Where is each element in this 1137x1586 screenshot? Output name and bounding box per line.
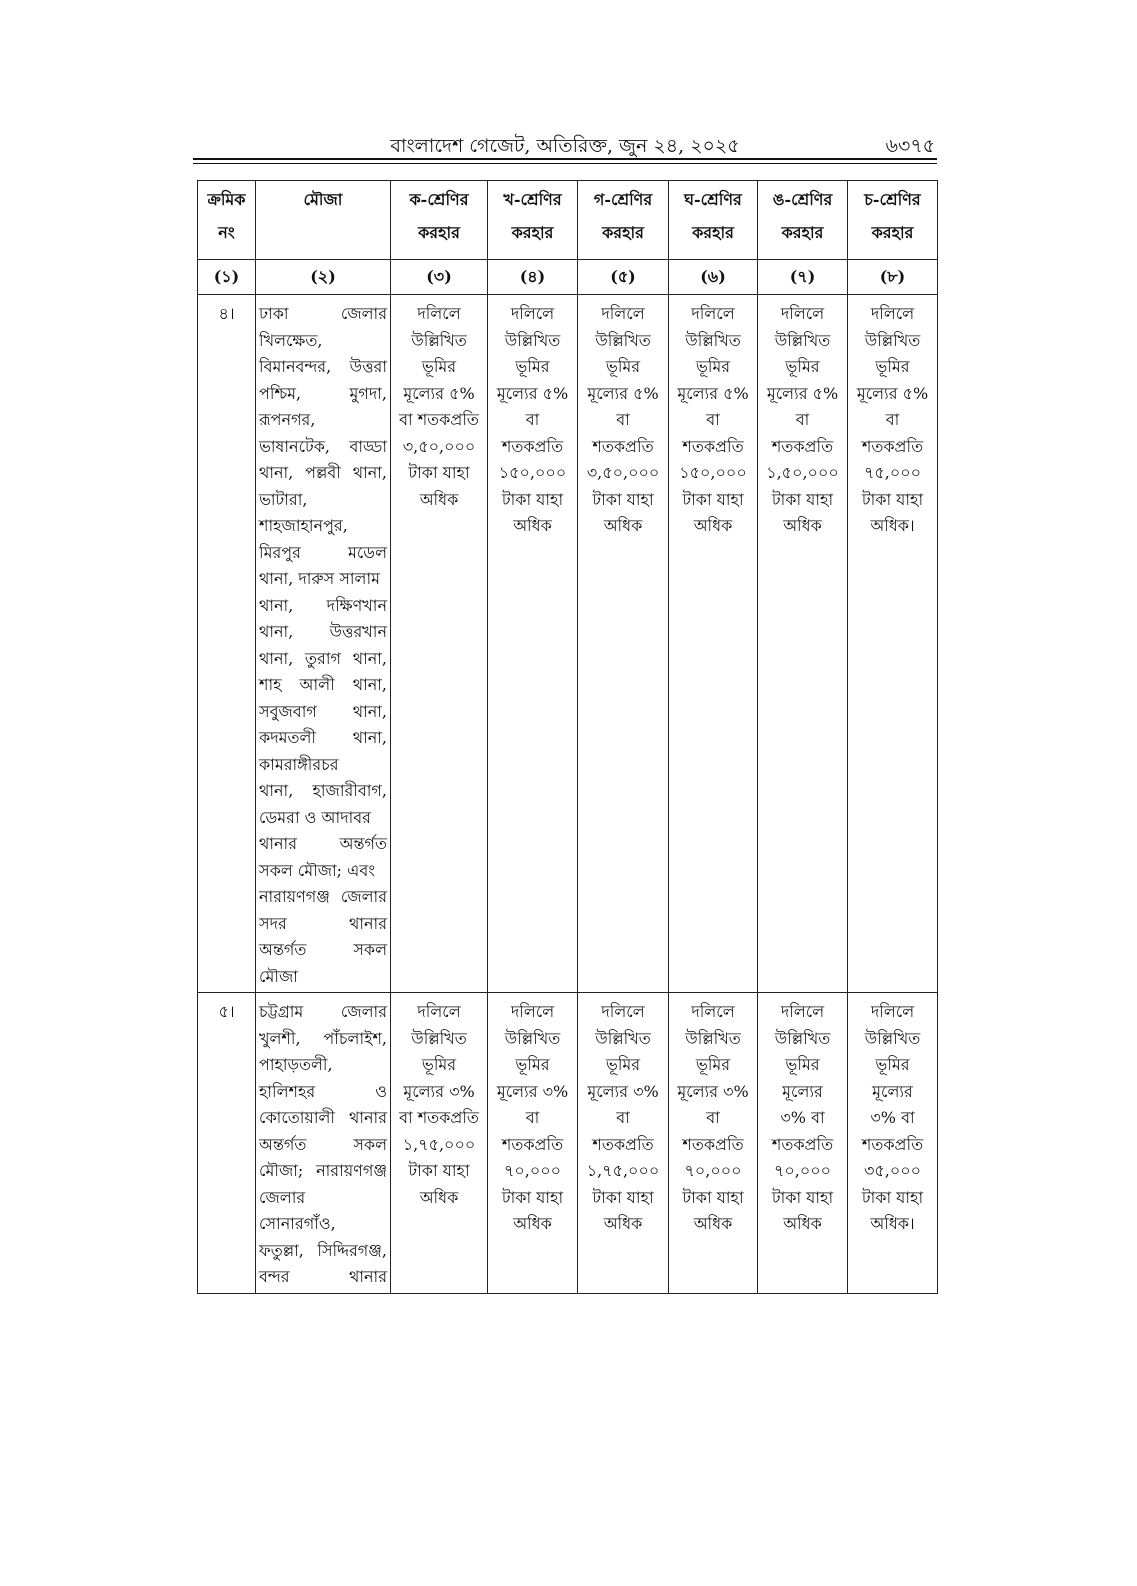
rate-line: দলিলে: [601, 1002, 645, 1021]
mouza-word: থানা,: [352, 648, 387, 668]
table-header-row: [198, 181, 938, 260]
rate-line: শতকপ্রতি: [501, 436, 564, 456]
rate-cell: [848, 295, 938, 993]
rate-line: মূল্যের ৩%: [587, 1081, 659, 1101]
mouza-word: আলী: [299, 675, 335, 694]
mouza-word: থানার: [349, 1267, 387, 1286]
rate-cell: [669, 295, 758, 993]
mouza-word: থানা,: [259, 781, 294, 800]
mouza-word: হালিশহর: [259, 1081, 316, 1101]
rate-cell: [488, 295, 578, 993]
mouza-cell: [256, 993, 391, 1294]
rate-line: মূল্যের ৫%: [403, 383, 475, 403]
rate-cell: [391, 295, 488, 993]
mouza-word: থানা,: [352, 728, 387, 747]
rate-line: উল্লিখিত: [864, 330, 921, 350]
mouza-line: ভাটারা,: [259, 489, 308, 509]
rate-line: অধিক: [783, 516, 822, 535]
mouza-line: [259, 1238, 387, 1265]
mouza-word: থানা,: [259, 463, 294, 482]
rate-line: ৩৫,০০০: [863, 1161, 922, 1180]
mouza-word: ভাষানটেক,: [259, 436, 331, 456]
column-header: [391, 181, 488, 260]
rate-line: টাকা যাহা: [592, 1187, 654, 1207]
rate-line: বা: [525, 410, 540, 429]
rate-line: ৭০,০০০: [503, 1161, 562, 1180]
mouza-line: [259, 1079, 387, 1106]
mouza-word: কদমতলী: [259, 728, 316, 747]
rate-line: মূল্যের ৫%: [856, 383, 929, 403]
mouza-word: পল্লবী: [305, 463, 341, 482]
mouza-word: সবুজবাগ: [259, 701, 317, 721]
tax-rate-table: [197, 180, 938, 1294]
rate-line: উল্লিখিত: [685, 1028, 741, 1048]
rate-cell: [848, 993, 938, 1294]
mouza-word: উত্তরা: [349, 357, 387, 376]
column-number: (৬): [669, 260, 758, 295]
mouza-word: খুলশী,: [259, 1028, 301, 1048]
table-row: [198, 993, 938, 1294]
rate-cell: [758, 295, 848, 993]
rate-line: অধিক: [603, 1214, 643, 1233]
rate-line: বা: [706, 410, 720, 429]
rate-line: দলিলে: [601, 304, 645, 323]
rate-cell: [578, 993, 669, 1294]
mouza-word: তুরাগ: [305, 648, 341, 668]
mouza-word: থানার: [349, 1108, 387, 1127]
mouza-word: নারায়ণগঞ্জ: [259, 887, 330, 906]
rate-line: বা: [525, 1108, 540, 1127]
rate-line: টাকা যাহা: [501, 1187, 564, 1207]
rate-line: অধিক: [783, 1214, 822, 1233]
mouza-line: [259, 672, 387, 699]
rate-line: ভূমির: [605, 1055, 641, 1074]
rate-line: উল্লিখিত: [864, 1028, 921, 1048]
mouza-word: শাহ: [259, 675, 282, 694]
mouza-line: [259, 999, 387, 1026]
mouza-line: [259, 619, 387, 646]
column-number: (৮): [848, 260, 938, 295]
mouza-line: [259, 1264, 387, 1291]
rate-cell: [391, 993, 488, 1294]
mouza-line: [259, 778, 387, 805]
rate-line: অধিক: [419, 489, 459, 509]
rate-line: টাকা যাহা: [682, 1187, 744, 1207]
mouza-line: [259, 460, 387, 487]
rate-line: মূল্যের ৩%: [403, 1081, 475, 1101]
rate-line: উল্লিখিত: [774, 1028, 831, 1048]
mouza-word: জেলার: [340, 887, 387, 906]
mouza-line: ডেমরা ও আদাবর: [259, 807, 371, 827]
mouza-line: [259, 593, 387, 620]
mouza-word: সিদ্দিরগঞ্জ,: [317, 1240, 387, 1260]
rate-line: শতকপ্রতি: [682, 436, 744, 456]
rate-line: টাকা যাহা: [771, 1187, 834, 1207]
mouza-word: পাঁচলাইশ,: [323, 1028, 387, 1048]
rate-line: শতকপ্রতি: [861, 436, 924, 456]
rate-line: দলিলে: [780, 304, 825, 323]
mouza-line: [259, 911, 387, 938]
column-header-line1: ঙ-শ্রেণির: [772, 190, 833, 209]
rate-line: বা: [616, 1108, 630, 1127]
mouza-word: ও: [375, 1081, 387, 1101]
rate-line: দলিলে: [510, 304, 555, 323]
rate-line: ভূমির: [695, 357, 731, 376]
rate-line: বা: [885, 410, 900, 429]
mouza-line: সোনারগাঁও,: [259, 1214, 336, 1233]
rate-line: ভূমির: [785, 1055, 820, 1074]
rate-line: ১,৫০,০০০: [766, 463, 839, 482]
rate-line: উল্লিখিত: [595, 1028, 651, 1048]
rate-line: ভূমির: [515, 357, 550, 376]
mouza-word: পশ্চিম,: [259, 383, 302, 403]
rate-cell: [758, 993, 848, 1294]
column-header-line2: করহার: [871, 222, 914, 242]
rate-line: দলিলে: [691, 1002, 735, 1021]
rate-line: ১,৭৫,০০০: [402, 1134, 476, 1154]
mouza-word: বাড্ডা: [349, 436, 387, 456]
header-rule-thin: [193, 163, 937, 164]
column-header-line1: গ-শ্রেণির: [593, 190, 653, 209]
mouza-word: থানা,: [259, 595, 294, 615]
rate-line: শতকপ্রতি: [771, 436, 834, 456]
rate-line: ৭৫,০০০: [863, 463, 922, 482]
column-header-line1: মৌজা: [303, 190, 343, 209]
mouza-word: নারায়ণগঞ্জ: [316, 1161, 387, 1180]
column-number: (৭): [758, 260, 848, 295]
rate-line: উল্লিখিত: [411, 330, 467, 350]
mouza-line: [259, 301, 387, 328]
column-number: (৩): [391, 260, 488, 295]
column-header-line2: করহার: [418, 222, 460, 242]
column-header: [256, 181, 391, 260]
rate-line: শতকপ্রতি: [592, 1134, 654, 1154]
mouza-line: জেলার: [259, 1187, 306, 1207]
rate-line: উল্লিখিত: [595, 330, 651, 350]
mouza-word: চট্টগ্রাম: [259, 1002, 304, 1021]
mouza-word: থানা,: [352, 701, 387, 721]
mouza-word: বিমানবন্দর,: [259, 357, 332, 376]
mouza-line: [259, 354, 387, 381]
rate-line: ভূমির: [695, 1055, 731, 1074]
rate-line: ৩% বা: [780, 1108, 825, 1127]
rate-line: অধিক: [513, 516, 552, 535]
mouza-line: [259, 884, 387, 911]
rate-line: টাকা যাহা: [861, 1187, 924, 1207]
column-header: [488, 181, 578, 260]
rate-line: শতকপ্রতি: [682, 1134, 744, 1154]
rate-line: ৩,৫০,০০০: [586, 463, 660, 482]
mouza-word: থানা,: [259, 622, 294, 641]
column-header-line2: নং: [218, 222, 235, 242]
mouza-word: জেলার: [340, 304, 387, 323]
mouza-line: [259, 1132, 387, 1159]
column-header-line1: ঘ-শ্রেণির: [684, 190, 742, 209]
mouza-line: থানা, দারুস সালাম: [259, 569, 380, 588]
mouza-line: [259, 937, 387, 964]
rate-line: ভূমির: [515, 1055, 550, 1074]
mouza-cell: [256, 295, 391, 993]
rate-cell: [488, 993, 578, 1294]
rate-line: ৩% বা: [870, 1108, 915, 1127]
mouza-word: ঢাকা: [259, 304, 289, 323]
rate-line: মূল্যের ৫%: [677, 383, 749, 403]
mouza-word: উত্তরখান: [329, 622, 387, 641]
rate-line: মূল্যের ৫%: [496, 383, 569, 403]
column-number-row: [198, 260, 938, 295]
mouza-word: কোতোয়ালী: [259, 1108, 335, 1127]
rate-line: দলিলে: [870, 1002, 915, 1021]
rate-line: বা: [795, 410, 810, 429]
rate-line: দলিলে: [870, 304, 915, 323]
column-header-line2: করহার: [692, 222, 734, 242]
rate-line: ভূমির: [605, 357, 641, 376]
rate-line: মূল্যের ৩%: [496, 1081, 569, 1101]
mouza-word: সকল: [353, 940, 387, 959]
mouza-word: মডেল: [347, 542, 387, 562]
rate-line: উল্লিখিত: [685, 330, 741, 350]
rate-line: উল্লিখিত: [504, 1028, 561, 1048]
rate-cell: [578, 295, 669, 993]
column-number: (১): [198, 260, 256, 295]
rate-line: দলিলে: [417, 1002, 461, 1021]
rate-line: অধিক।: [870, 516, 915, 535]
column-number: (৪): [488, 260, 578, 295]
rate-line: মূল্যের ৫%: [587, 383, 659, 403]
column-header: [578, 181, 669, 260]
mouza-line: মৌজা: [259, 966, 298, 986]
mouza-line: [259, 699, 387, 726]
mouza-line: [259, 540, 387, 567]
rate-line: বা: [616, 410, 630, 429]
serial-cell: ৫।: [198, 993, 256, 1294]
mouza-word: সকল: [353, 1134, 387, 1154]
gazette-header: [193, 128, 937, 162]
mouza-line: [259, 725, 387, 752]
mouza-line: [259, 831, 387, 858]
rate-line: দলিলে: [510, 1002, 555, 1021]
rate-line: উল্লিখিত: [774, 330, 831, 350]
column-header-line1: খ-শ্রেণির: [503, 190, 562, 209]
rate-line: বা: [706, 1108, 720, 1127]
rate-line: বা শতকপ্রতি: [399, 410, 479, 429]
rate-line: টাকা যাহা: [682, 489, 744, 509]
table-row: [198, 295, 938, 993]
rate-line: বা শতকপ্রতি: [399, 1108, 479, 1127]
rate-line: অধিক: [513, 1214, 552, 1233]
mouza-word: থানা,: [259, 648, 294, 668]
mouza-word: অন্তর্গত: [259, 1134, 307, 1154]
column-header: [669, 181, 758, 260]
rate-line: দলিলে: [780, 1002, 825, 1021]
column-header: [758, 181, 848, 260]
column-header-line2: করহার: [511, 222, 554, 242]
mouza-word: মিরপুর: [259, 542, 301, 562]
mouza-word: থানা,: [352, 675, 387, 694]
mouza-line: শাহজাহানপুর,: [259, 516, 348, 535]
mouza-word: সদর: [259, 913, 287, 933]
column-number: (২): [256, 260, 391, 295]
rate-line: অধিক: [419, 1187, 459, 1207]
rate-line: অধিক: [603, 516, 643, 535]
rate-line: টাকা যাহা: [592, 489, 654, 509]
column-header-line1: চ-শ্রেণির: [864, 190, 921, 209]
mouza-word: বন্দর: [259, 1267, 290, 1286]
mouza-word: দক্ষিণখান: [326, 595, 387, 615]
mouza-line: [259, 1105, 387, 1132]
page-number: ৬৩৭৫: [885, 135, 935, 157]
rate-line: টাকা যাহা: [408, 1161, 470, 1180]
mouza-line: সকল মৌজা; এবং: [259, 860, 376, 880]
column-header-line1: ক-শ্রেণির: [409, 190, 469, 209]
column-header-line2: করহার: [781, 222, 824, 242]
rate-line: ভূমির: [875, 1055, 910, 1074]
rate-line: শতকপ্রতি: [861, 1134, 924, 1154]
mouza-line: খিলক্ষেত,: [259, 330, 323, 350]
column-header-line1: ক্রমিক: [207, 190, 246, 209]
mouza-word: মৌজা;: [259, 1161, 304, 1180]
rate-line: ৩,৫০,০০০: [402, 436, 476, 456]
rate-line: শতকপ্রতি: [501, 1134, 564, 1154]
rate-line: ১৫০,০০০: [498, 463, 567, 482]
column-number: (৫): [578, 260, 669, 295]
mouza-line: রূপনগর,: [259, 410, 316, 429]
column-header: [198, 181, 256, 260]
mouza-line: [259, 646, 387, 673]
rate-line: দলিলে: [417, 304, 461, 323]
rate-line: টাকা যাহা: [771, 489, 834, 509]
rate-line: ভূমির: [421, 1055, 457, 1074]
mouza-word: ফতুল্লা,: [259, 1240, 304, 1260]
rate-cell: [669, 993, 758, 1294]
rate-line: ভূমির: [785, 357, 820, 376]
rate-line: উল্লিখিত: [504, 330, 561, 350]
rate-line: টাকা যাহা: [408, 463, 470, 482]
rate-line: উল্লিখিত: [411, 1028, 467, 1048]
rate-line: শতকপ্রতি: [592, 436, 654, 456]
rate-line: অধিক: [693, 1214, 733, 1233]
column-header-line2: করহার: [602, 222, 644, 242]
rate-line: শতকপ্রতি: [771, 1134, 834, 1154]
mouza-word: অন্তর্গত: [259, 940, 307, 959]
mouza-line: [259, 434, 387, 461]
mouza-word: মুগদা,: [349, 383, 387, 403]
mouza-word: থানার: [349, 913, 387, 933]
rate-line: টাকা যাহা: [861, 489, 924, 509]
mouza-line: পাহাড়তলী,: [259, 1055, 333, 1074]
mouza-word: অন্তর্গত: [339, 834, 387, 853]
column-header: [848, 181, 938, 260]
gazette-title: বাংলাদেশ গেজেট, অতিরিক্ত, জুন ২৪, ২০২৫: [390, 135, 740, 157]
mouza-word: থানার: [259, 834, 297, 853]
header-rule-thick: [193, 158, 937, 160]
rate-line: ভূমির: [421, 357, 457, 376]
serial-cell: ৪।: [198, 295, 256, 993]
rate-line: মূল্যের ৫%: [766, 383, 839, 403]
mouza-word: জেলার: [340, 1002, 387, 1021]
mouza-word: হাজারীবাগ,: [312, 781, 387, 800]
mouza-line: কামরাঙ্গীরচর: [259, 754, 339, 774]
rate-line: মূল্যের: [872, 1081, 913, 1101]
rate-line: ১৫০,০০০: [679, 463, 747, 482]
rate-line: টাকা যাহা: [501, 489, 564, 509]
rate-line: মূল্যের ৩%: [677, 1081, 749, 1101]
rate-line: মূল্যের: [782, 1081, 823, 1101]
rate-line: ভূমির: [875, 357, 910, 376]
rate-line: দলিলে: [691, 304, 735, 323]
mouza-line: [259, 381, 387, 408]
table-body: [198, 295, 938, 1294]
mouza-line: [259, 1026, 387, 1053]
rate-line: অধিক।: [870, 1214, 915, 1233]
rate-line: ৭০,০০০: [773, 1161, 832, 1180]
mouza-word: থানা,: [352, 463, 387, 482]
rate-line: ৭০,০০০: [684, 1161, 742, 1180]
mouza-line: [259, 1158, 387, 1185]
rate-line: ১,৭৫,০০০: [586, 1161, 660, 1180]
rate-line: অধিক: [693, 516, 733, 535]
